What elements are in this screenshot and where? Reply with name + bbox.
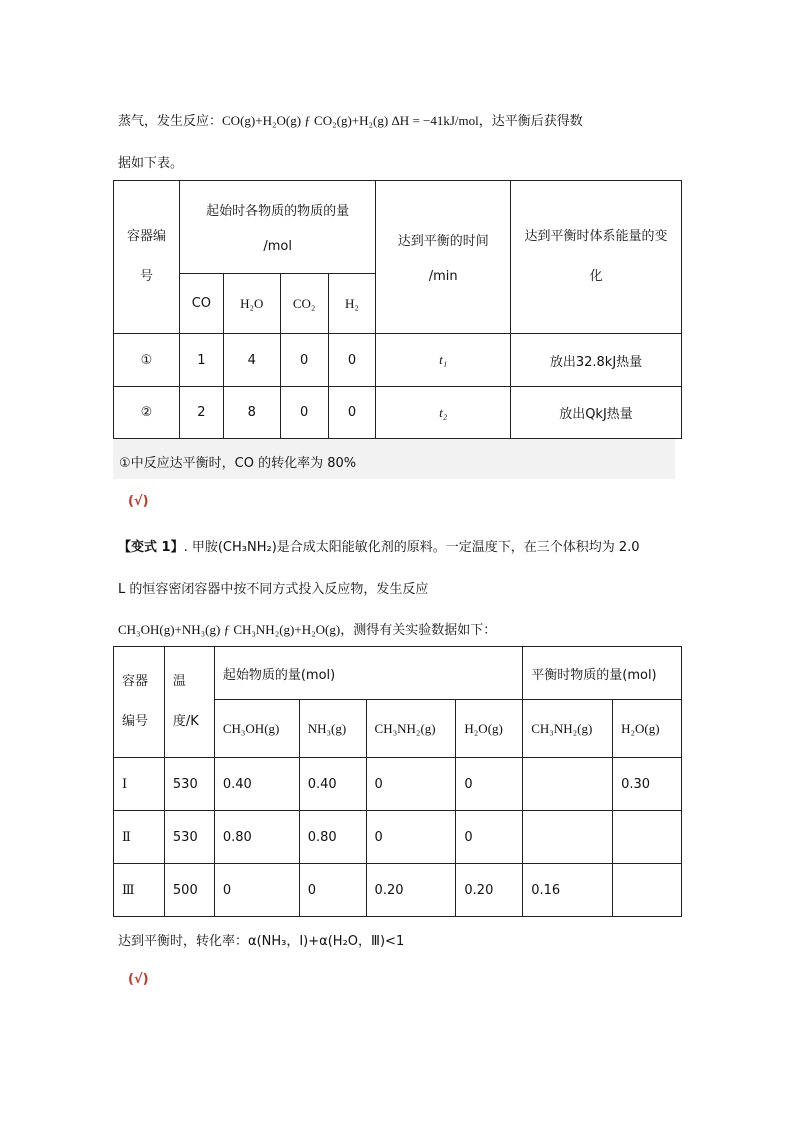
statement-1-box (113, 439, 675, 479)
variant-line-1 (118, 536, 640, 555)
header-time: 达到平衡的时间 /min (376, 181, 511, 334)
t2-header-eq: 平衡时物质的量(mol) (523, 647, 682, 700)
t2-header-temp: 温度/K (164, 647, 214, 758)
table-row: Ⅱ 530 0.80 0.80 0 0 (114, 811, 682, 864)
intro-line-1 (118, 110, 583, 129)
variant-text-3: ，测得有关实验数据如下： (340, 623, 497, 638)
statement-1: ①中反应达平衡时，CO 的转化率为 80% (119, 456, 357, 471)
statement-2: 达到平衡时，转化率：α(NH₃，Ⅰ)+α(H₂O，Ⅲ)<1 (118, 934, 405, 949)
table-row: Ⅰ 530 0.40 0.40 0 0 0.30 (114, 758, 682, 811)
header-container: 容器编号 (114, 181, 180, 334)
intro-line-2: 据如下表。 (118, 156, 184, 171)
intro-equation: CO(g)+H₂O(g) ƒ CO₂(g)+H₂(g) ΔH = −41kJ/mol (222, 113, 479, 128)
t2-header-start: 起始物质的量(mol) (214, 647, 522, 700)
variant-text-1: . 甲胺(CH₃NH₂)是合成太阳能敏化剂的原料。一定温度下，在三个体积均为 2.0 (183, 540, 640, 555)
variant-line-2: L 的恒容密闭容器中按不同方式投入反应物，发生反应 (118, 582, 429, 597)
equilibrium-table-2: 容器编号 温度/K 起始物质的量(mol) 平衡时物质的量(mol) CH₃OH(g) NH₃(g) CH₃NH₂(g) H₂O(g) CH₃NH₂(g) H₂O(g) Ⅰ 530 0.40 0.40 0 0 0.30 Ⅱ 530 0.80 0.80 0 0 Ⅲ 500 0 0 0.20 0.20 0.16 (113, 646, 682, 917)
variant-tag: 【变式 1】 (118, 540, 184, 555)
table-row: ① 1 4 0 0 t₁ 放出32.8kJ热量 (114, 334, 682, 387)
species-h2o: H₂O (223, 274, 280, 334)
equilibrium-table-1 (113, 180, 682, 439)
variant-line-3 (118, 619, 496, 638)
check-mark-1: (√) (128, 494, 149, 509)
variant-equation: CH₃OH(g)+NH₃(g) ƒ CH₃NH₂(g)+H₂O(g) (118, 622, 341, 637)
table-row: ② 2 8 0 0 t₂ 放出QkJ热量 (114, 387, 682, 439)
species-h2: H₂ (328, 274, 376, 334)
header-start-amount: 起始时各物质的物质的量 /mol (179, 181, 376, 274)
check-mark-2: (√) (128, 972, 149, 987)
species-co2: CO₂ (280, 274, 328, 334)
table-row: Ⅲ 500 0 0 0.20 0.20 0.16 (114, 864, 682, 917)
intro-prefix: 蒸气，发生反应： (118, 114, 223, 129)
t2-header-container: 容器编号 (114, 647, 165, 758)
header-energy: 达到平衡时体系能量的变化 (511, 181, 682, 334)
intro-suffix: ，达平衡后获得数 (478, 114, 583, 129)
species-co: CO (179, 274, 223, 334)
